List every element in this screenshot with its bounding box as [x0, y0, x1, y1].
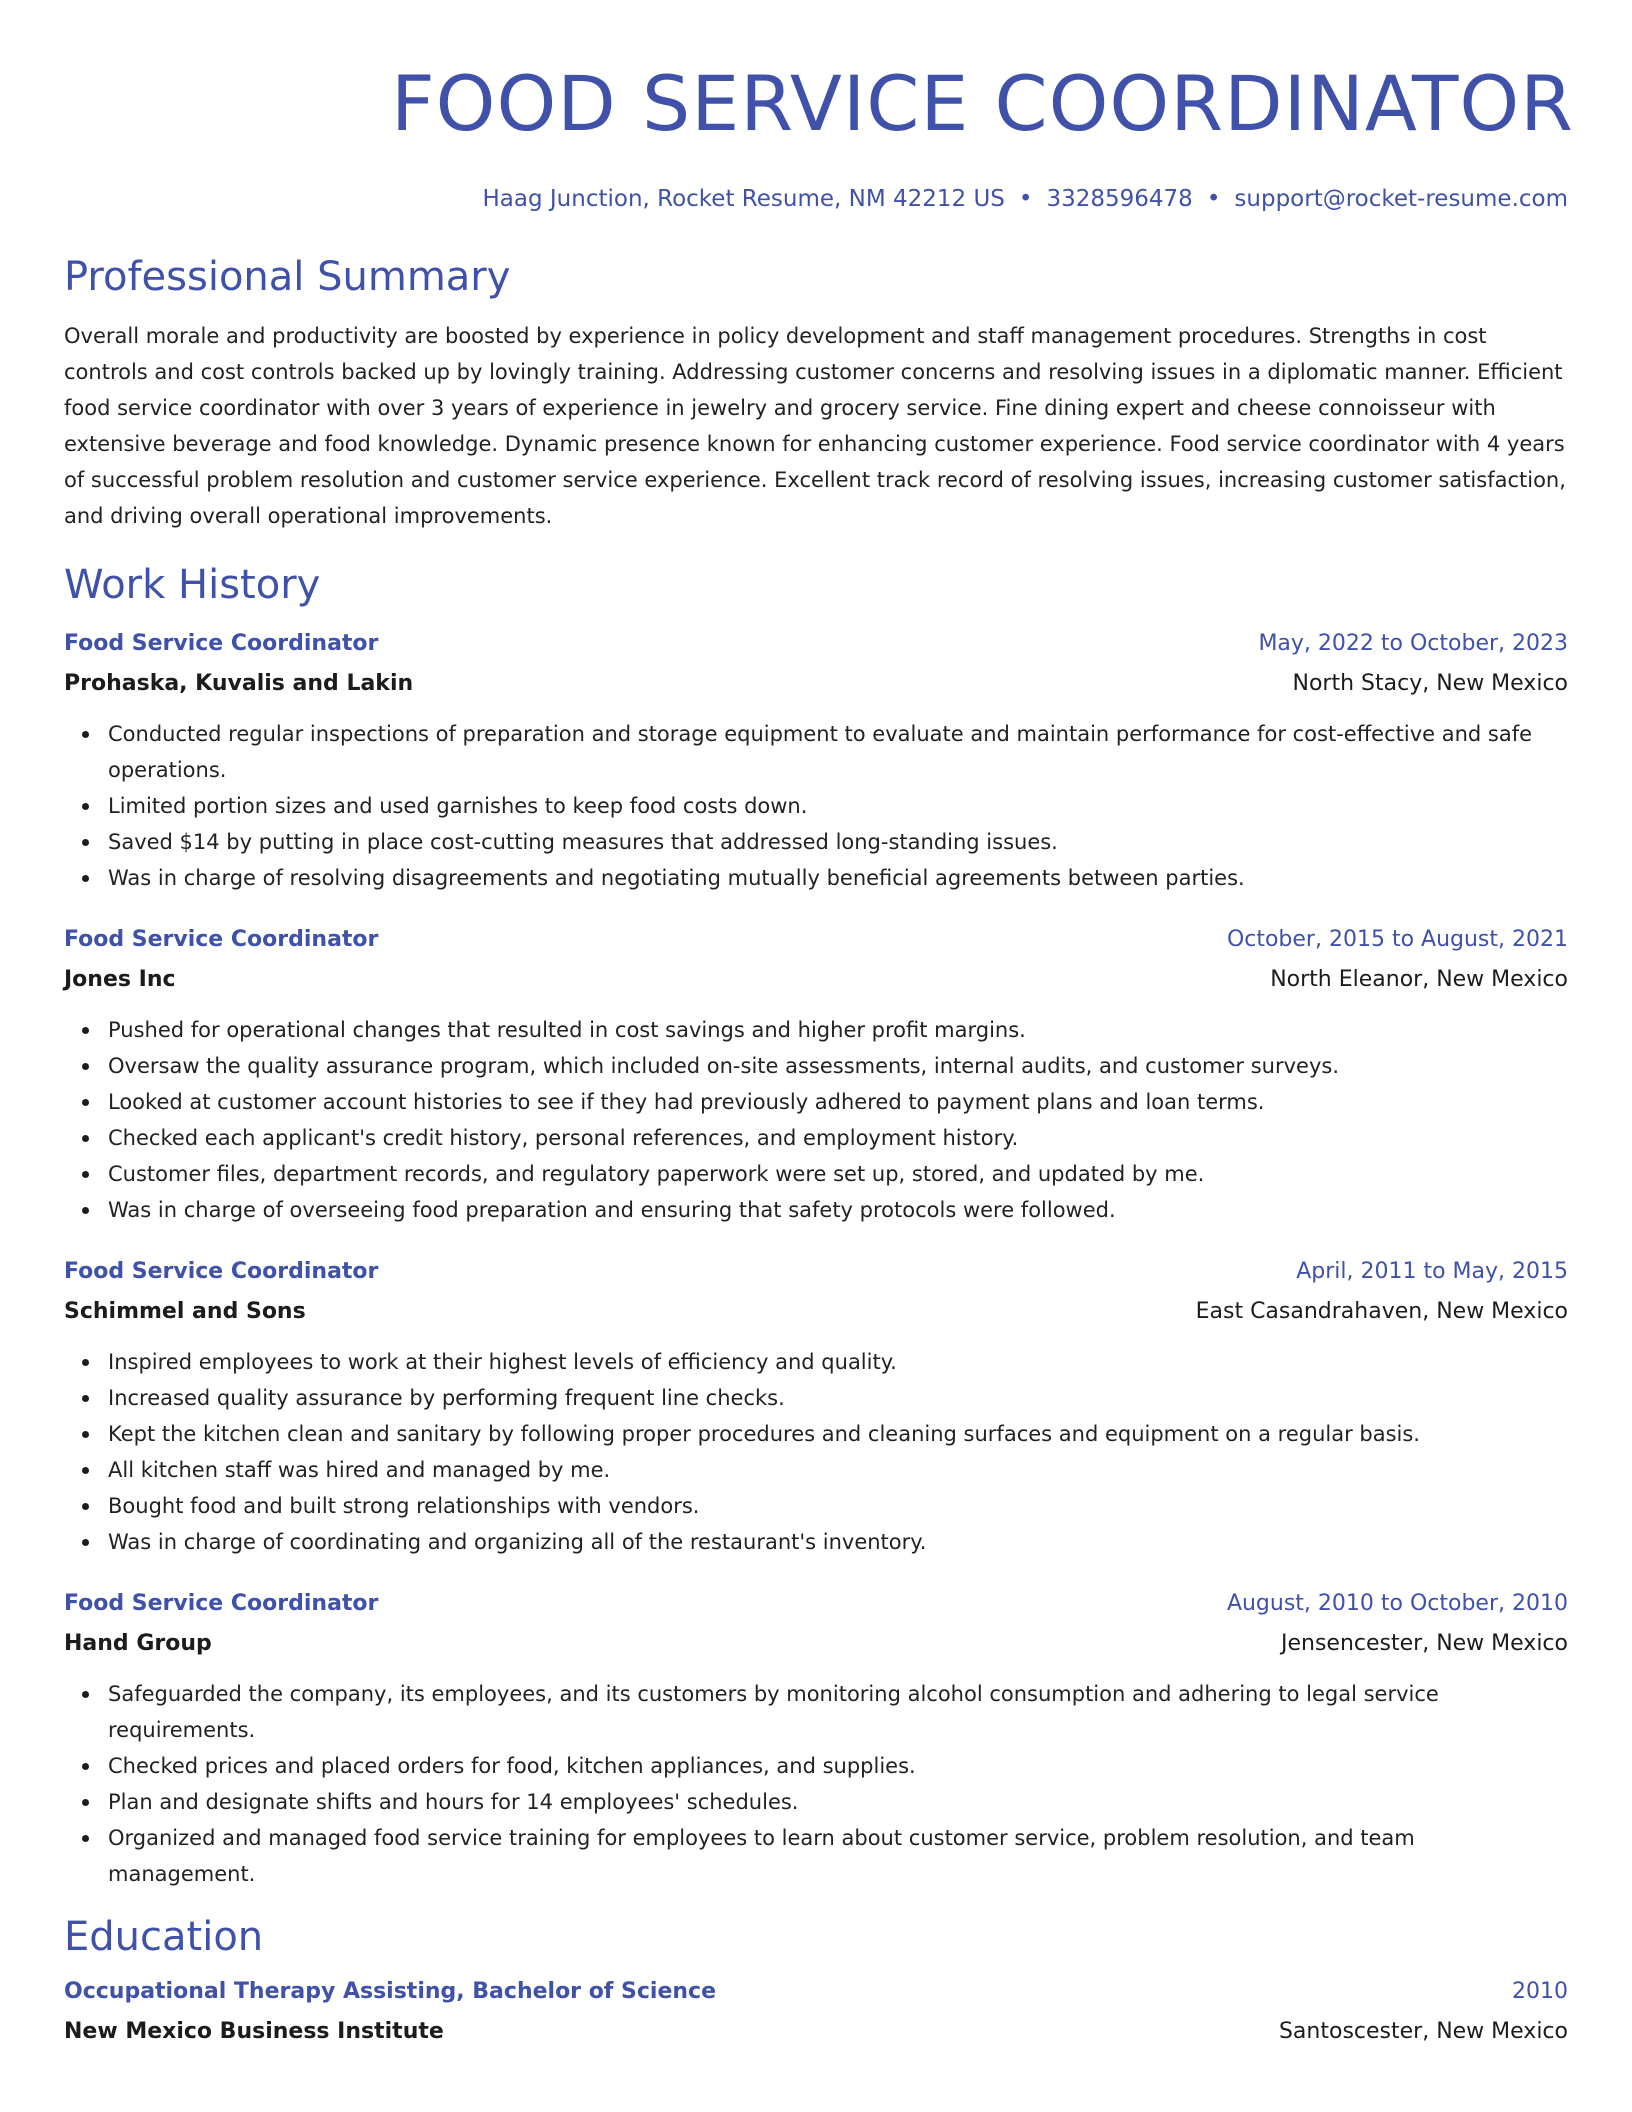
job-header-row — [64, 924, 1568, 956]
job-bullet-item: Checked each applicant's credit history, personal references, and employment history. — [108, 1120, 1568, 1156]
job-bullets — [64, 716, 1568, 896]
job-bullet-item: Conducted regular inspections of preparation and storage equipment to evaluate and maintain performance for cost-effective and safe operations. — [108, 716, 1568, 788]
education-header-row — [64, 1976, 1568, 2008]
job-dates: August, 2010 to October, 2010 — [1226, 1591, 1568, 1616]
job-entry — [64, 924, 1568, 1228]
contact-line — [64, 184, 1568, 214]
job-bullet-item: Increased quality assurance by performing frequent line checks. — [108, 1380, 1568, 1416]
job-location: North Stacy, New Mexico — [1292, 671, 1568, 696]
job-title: Food Service Coordinator — [64, 927, 379, 952]
company-name: Prohaska, Kuvalis and Lakin — [64, 671, 414, 696]
job-bullet-item: Was in charge of resolving disagreements and negotiating mutually beneficial agreements between parties. — [108, 860, 1568, 896]
job-bullet-item: Oversaw the quality assurance program, which included on-site assessments, internal audits, and customer surveys. — [108, 1048, 1568, 1084]
job-bullet-item: Organized and managed food service training for employees to learn about customer service, problem resolution, and team management. — [108, 1820, 1568, 1892]
job-title: Food Service Coordinator — [64, 1591, 379, 1616]
job-bullet-item: Safeguarded the company, its employees, and its customers by monitoring alcohol consumption and adhering to legal service requirements. — [108, 1676, 1568, 1748]
work-history-list — [64, 628, 1568, 1892]
work-history-heading: Work History — [64, 562, 321, 608]
company-name: Schimmel and Sons — [64, 1299, 306, 1324]
summary-heading: Professional Summary — [64, 254, 511, 300]
education-school: New Mexico Business Institute — [64, 2019, 444, 2044]
job-bullet-item: All kitchen staff was hired and managed by me. — [108, 1452, 1568, 1488]
job-bullet-item: Was in charge of overseeing food preparation and ensuring that safety protocols were followed. — [108, 1192, 1568, 1228]
job-bullet-item: Bought food and built strong relationships with vendors. — [108, 1488, 1568, 1524]
job-entry — [64, 628, 1568, 896]
resume-title: FOOD SERVICE COORDINATOR — [390, 59, 1574, 148]
job-company-row — [64, 1620, 1568, 1660]
job-bullets — [64, 1344, 1568, 1560]
job-entry — [64, 1588, 1568, 1892]
job-location: North Eleanor, New Mexico — [1270, 967, 1568, 992]
company-name: Hand Group — [64, 1631, 212, 1656]
job-bullet-item: Looked at customer account histories to see if they had previously adhered to payment plans and loan terms. — [108, 1084, 1568, 1120]
job-bullet-item: Pushed for operational changes that resulted in cost savings and higher profit margins. — [108, 1012, 1568, 1048]
job-location: East Casandrahaven, New Mexico — [1195, 1299, 1568, 1324]
job-header-row — [64, 628, 1568, 660]
education-location: Santoscester, New Mexico — [1278, 2019, 1568, 2044]
contact-separator: • — [1206, 186, 1221, 212]
job-company-row — [64, 660, 1568, 700]
job-dates: October, 2015 to August, 2021 — [1226, 927, 1568, 952]
job-company-row — [64, 956, 1568, 996]
job-bullet-item: Kept the kitchen clean and sanitary by following proper procedures and cleaning surfaces and equipment on a regular basis. — [108, 1416, 1568, 1452]
education-degree: Occupational Therapy Assisting, Bachelor of Science — [64, 1979, 717, 2004]
job-location: Jensencester, New Mexico — [1281, 1631, 1568, 1656]
summary-text: Overall morale and productivity are boosted by experience in policy development and staff management procedures. Strengths in cost controls and cost controls backed up by lovingly training. Addressing customer concerns and resolving issues in a diplomatic manner. Efficient food service coordinator with over 3 years of experience in jewelry and grocery service. Fine dining expert and cheese connoisseur with extensive beverage and food knowledge. Dynamic presence known for enhancing customer experience. Food service coordinator with 4 years of successful problem resolution and customer service experience. Excellent track record of resolving issues, increasing customer satisfaction, and driving overall operational improvements. — [64, 324, 1566, 528]
job-bullet-item: Checked prices and placed orders for food, kitchen appliances, and supplies. — [108, 1748, 1568, 1784]
job-title: Food Service Coordinator — [64, 1259, 379, 1284]
job-bullets — [64, 1676, 1568, 1892]
contact-email: support@rocket-resume.com — [1234, 186, 1568, 212]
education-year: 2010 — [1512, 1979, 1568, 2004]
job-title: Food Service Coordinator — [64, 631, 379, 656]
contact-phone: 3328596478 — [1046, 186, 1193, 212]
education-list — [64, 1976, 1568, 2048]
job-bullet-item: Limited portion sizes and used garnishes to keep food costs down. — [108, 788, 1568, 824]
company-name: Jones Inc — [64, 967, 176, 992]
job-company-row — [64, 1288, 1568, 1328]
job-entry — [64, 1256, 1568, 1560]
job-header-row — [64, 1588, 1568, 1620]
contact-separator: • — [1018, 186, 1033, 212]
job-dates: April, 2011 to May, 2015 — [1296, 1259, 1568, 1284]
job-bullet-item: Inspired employees to work at their highest levels of efficiency and quality. — [108, 1344, 1568, 1380]
job-bullet-item: Saved $14 by putting in place cost-cutting measures that addressed long-standing issues. — [108, 824, 1568, 860]
job-bullet-item: Was in charge of coordinating and organizing all of the restaurant's inventory. — [108, 1524, 1568, 1560]
job-header-row — [64, 1256, 1568, 1288]
job-bullets — [64, 1012, 1568, 1228]
education-entry — [64, 1976, 1568, 2048]
education-heading: Education — [64, 1914, 264, 1960]
education-school-row — [64, 2008, 1568, 2048]
contact-address: Haag Junction, Rocket Resume, NM 42212 US — [482, 186, 1005, 212]
job-bullet-item: Customer files, department records, and regulatory paperwork were set up, stored, and updated by me. — [108, 1156, 1568, 1192]
job-dates: May, 2022 to October, 2023 — [1258, 631, 1568, 656]
job-bullet-item: Plan and designate shifts and hours for 14 employees' schedules. — [108, 1784, 1568, 1820]
